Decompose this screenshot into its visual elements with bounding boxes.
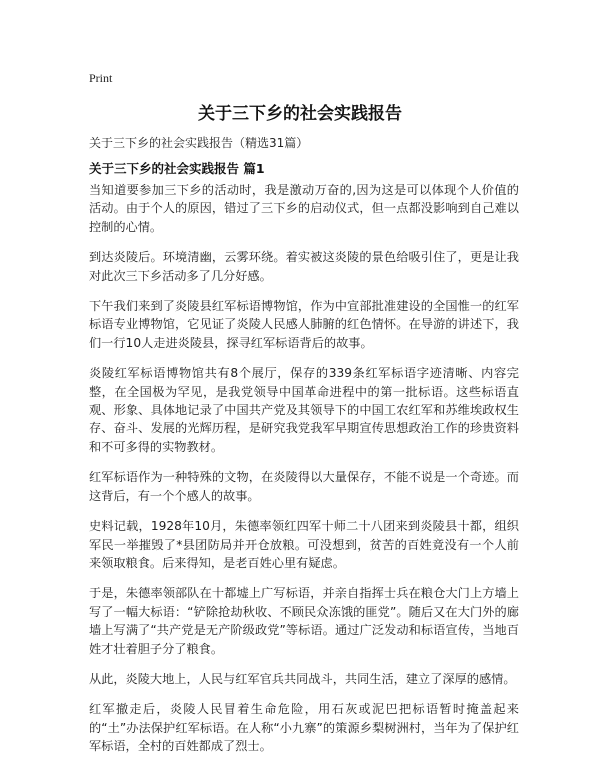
page-title: 关于三下乡的社会实践报告 bbox=[198, 104, 402, 124]
print-link[interactable]: Print bbox=[89, 71, 113, 85]
paragraph: 到达炎陵后。环境清幽，云雾环绕。着实被这炎陵的景色给吸引住了，更是让我对此次三下乡活动多了几分好感。 bbox=[89, 250, 519, 283]
document-subtitle: 关于三下乡的社会实践报告（精选31篇） bbox=[89, 136, 309, 150]
paragraph: 从此，炎陵大地上，人民与红军官兵共同战斗，共同生活，建立了深厚的感情。 bbox=[89, 671, 516, 686]
section-heading: 关于三下乡的社会实践报告 篇1 bbox=[89, 161, 265, 176]
article-body bbox=[89, 181, 519, 768]
paragraph: 史料记载，1928年10月，朱德率领红四军十师二十八团来到炎陵县十都，组织军民一举摧毁了*县团防局并开仓放粮。可没想到，贫苦的百姓竟没有一个人前来领取粮食。后来得知，是老百姓心里有疑虑。 bbox=[89, 519, 519, 570]
paragraph: 红军标语作为一种特殊的文物，在炎陵得以大量保存，不能不说是一个奇迹。而这背后，有一个个感人的故事。 bbox=[89, 470, 519, 503]
paragraph: 红军撤走后，炎陵人民冒着生命危险，用石灰或泥巴把标语暂时掩盖起来的“土”办法保护红军标语。在人称“小九寨”的策源乡梨树洲村，当年为了保护红军标语，全村的百姓都成了烈士。 bbox=[89, 702, 519, 754]
paragraph: 炎陵红军标语博物馆共有8个展厅，保存的339条红军标语字迹清晰、内容完整，在全国极为罕见，是我党领导中国革命进程中的第一批标语。这些标语直观、形象、具体地记录了中国共产党及其领导下的中国工农红军和苏维埃政权生存、奋斗、发展的光辉历程，是研究我党我军早期宣传思想政治工作的珍贵资料和不可多得的实物教材。 bbox=[89, 366, 519, 454]
paragraph: 当知道要参加三下乡的活动时，我是激动万奋的,因为这是可以体现个人价值的活动。由于个人的原因，错过了三下乡的启动仪式，但一点都没影响到自己难以控制的心情。 bbox=[89, 183, 519, 234]
paragraph: 下午我们来到了炎陵县红军标语博物馆，作为中宣部批准建设的全国惟一的红军标语专业博物馆，它见证了炎陵人民感人肺腑的红色情怀。在导游的讲述下，我们一行10人走进炎陵县，探寻红军标语背后的故事。 bbox=[89, 299, 519, 350]
paragraph: 于是，朱德率领部队在十都墟上广写标语，并亲自指挥士兵在粮仓大门上方墙上写了一幅大标语：“铲除抢劫秋收、不顾民众冻饿的匪党”。随后又在大门外的廊墙上写满了“共产党是无产阶级政党”等标语。通过广泛发动和标语宣传，当地百姓才壮着胆子分了粮食。 bbox=[89, 586, 519, 656]
